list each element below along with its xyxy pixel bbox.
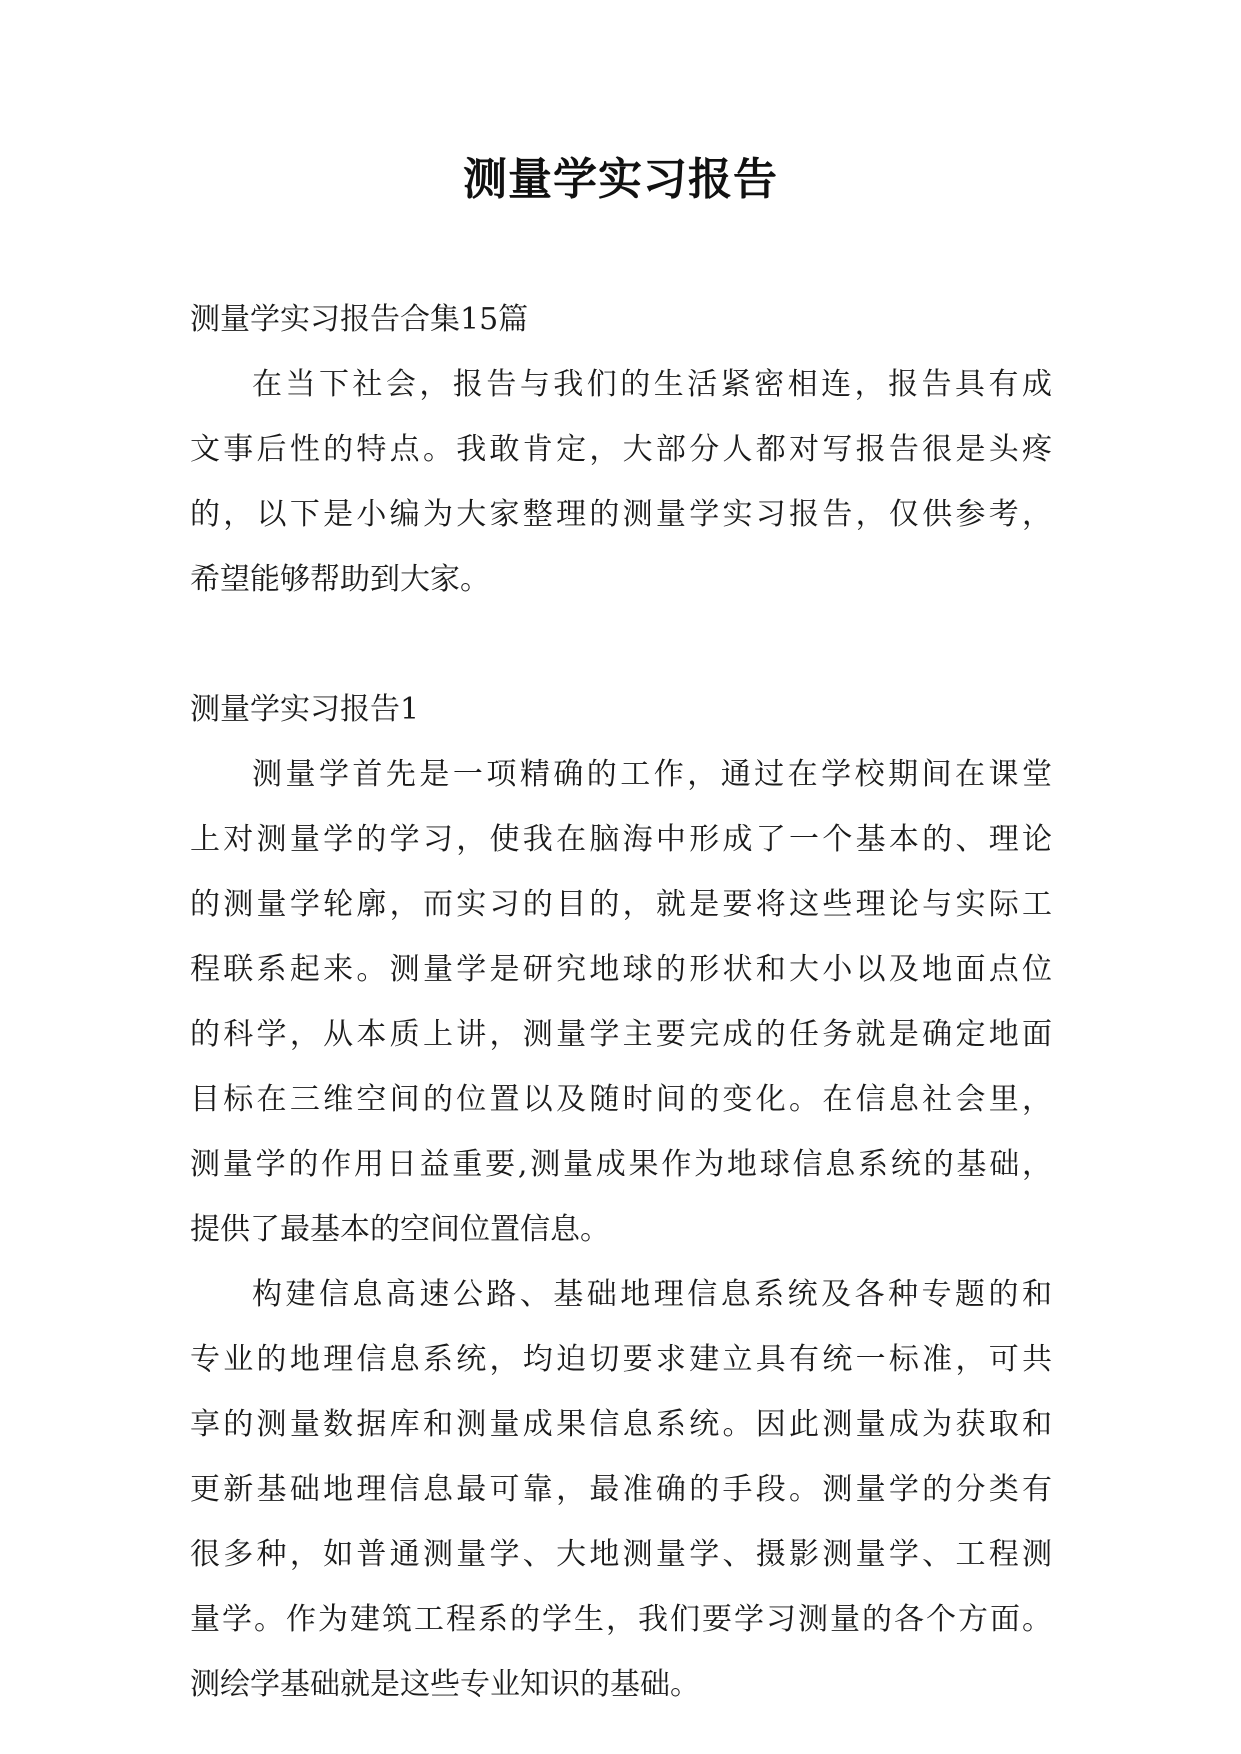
text-line: 的，以下是小编为大家整理的测量学实习报告，仅供参考，	[190, 497, 1052, 532]
paragraph-spacer	[190, 612, 1052, 677]
text-line: 专业的地理信息系统，均迫切要求建立具有统一标准，可共	[190, 1342, 1052, 1377]
text-line: 在当下社会，报告与我们的生活紧密相连，报告具有成	[252, 367, 1052, 402]
section1-paragraph-1	[190, 742, 1052, 1262]
text-line: 测量学的作用日益重要,测量成果作为地球信息系统的基础，	[190, 1147, 1052, 1182]
document-body	[190, 287, 1052, 1717]
text-line: 文事后性的特点。我敢肯定，大部分人都对写报告很是头疼	[190, 432, 1052, 467]
section-heading: 测量学实习报告1	[190, 692, 420, 727]
text-line: 享的测量数据库和测量成果信息系统。因此测量成为获取和	[190, 1407, 1052, 1442]
text-line: 的测量学轮廓，而实习的目的，就是要将这些理论与实际工	[190, 887, 1052, 922]
collection-subtitle: 测量学实习报告合集15篇	[190, 302, 529, 337]
text-line: 很多种，如普通测量学、大地测量学、摄影测量学、工程测	[190, 1537, 1052, 1572]
text-line: 量学。作为建筑工程系的学生，我们要学习测量的各个方面。	[190, 1602, 1052, 1637]
text-line: 更新基础地理信息最可靠，最准确的手段。测量学的分类有	[190, 1472, 1052, 1507]
text-line: 测绘学基础就是这些专业知识的基础。	[190, 1667, 700, 1702]
text-line: 构建信息高速公路、基础地理信息系统及各种专题的和	[252, 1277, 1052, 1312]
text-line: 程联系起来。测量学是研究地球的形状和大小以及地面点位	[190, 952, 1052, 987]
text-line: 上对测量学的学习，使我在脑海中形成了一个基本的、理论	[190, 822, 1052, 857]
intro-paragraph	[190, 352, 1052, 612]
text-line: 希望能够帮助到大家。	[190, 562, 490, 597]
text-line: 提供了最基本的空间位置信息。	[190, 1212, 610, 1247]
text-line: 的科学，从本质上讲，测量学主要完成的任务就是确定地面	[190, 1017, 1052, 1052]
text-line: 目标在三维空间的位置以及随时间的变化。在信息社会里，	[190, 1082, 1052, 1117]
document-title: 测量学实习报告	[463, 154, 778, 205]
section1-paragraph-2	[190, 1262, 1052, 1717]
text-line: 测量学首先是一项精确的工作，通过在学校期间在课堂	[252, 757, 1052, 792]
